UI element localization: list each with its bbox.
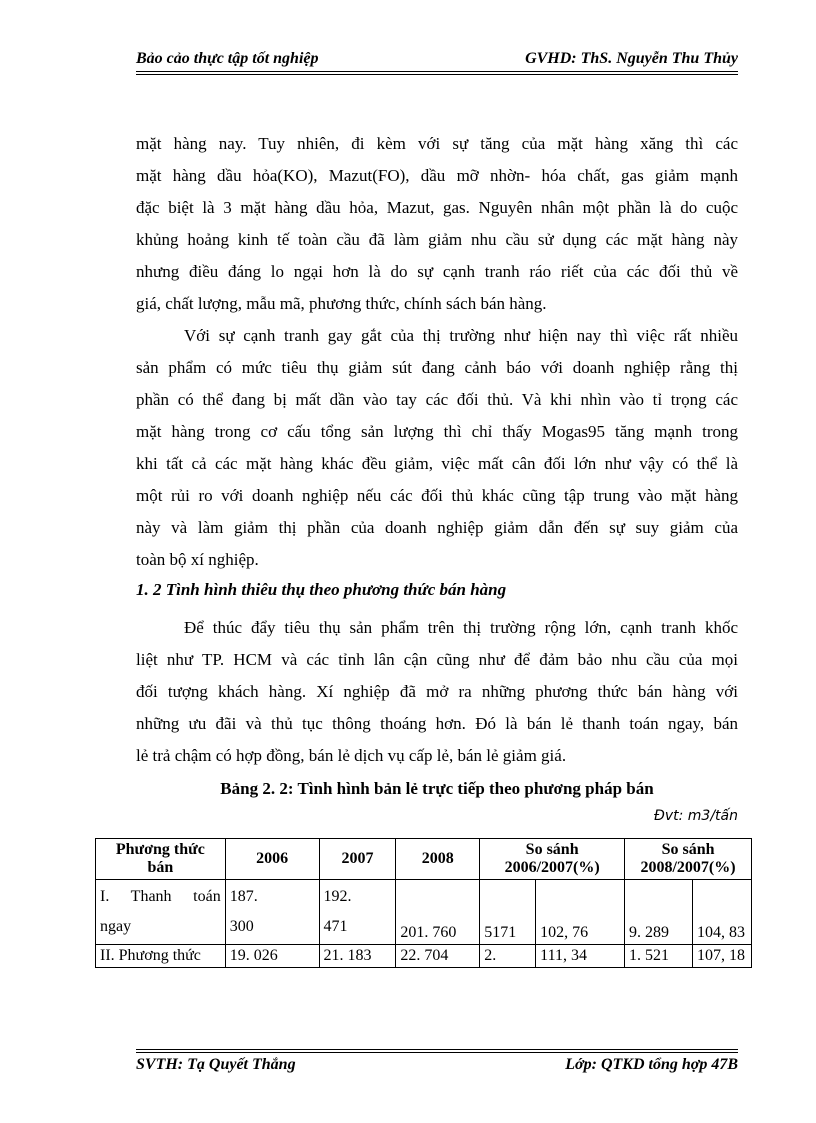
footer-rule — [136, 1052, 738, 1053]
footer-student: SVTH: Tạ Quyết Thắng — [136, 1056, 296, 1073]
text-line: mặt hàng dầu hỏa(KO), Mazut(FO), dầu mỡ nhờn- hóa chất, gas giảm mạnh — [136, 166, 738, 185]
text-line: đặc biệt là 3 mặt hàng dầu hỏa, Mazut, gas. Nguyên nhân một phần là do cuộc — [136, 198, 738, 217]
text-line: phần có thể đang bị mất dần vào tay các đối thủ. Và khi nhìn vào tỉ trọng các — [136, 390, 738, 409]
text-line: Với sự cạnh tranh gay gắt của thị trường như hiện nay thì việc rất nhiều — [184, 326, 738, 345]
cell-pct-2: 104, 83 — [692, 880, 751, 945]
header-rule-thin — [136, 74, 738, 75]
cell-2008: 22. 704 — [396, 945, 480, 968]
header-compare-2008-2007: So sánh 2008/2007(%) — [625, 839, 752, 880]
cell-diff-2: 1. 521 — [625, 945, 693, 968]
text-line: khủng hoảng kinh tế toàn cầu đã làm giảm nhu cầu sử dụng các mặt hàng này — [136, 230, 738, 249]
cell-2008: 201. 760 — [396, 880, 480, 945]
text-line: mặt hàng nay. Tuy nhiên, đi kèm với sự tăng của mặt hàng xăng thì các — [136, 134, 738, 153]
header-method: Phương thức bán — [96, 839, 226, 880]
cell-pct-2: 107, 18 — [692, 945, 751, 968]
header-2006: 2006 — [225, 839, 319, 880]
text-line: khi tất cả các mặt hàng khác đều giảm, việc mất cân đối lớn như vậy có thể là — [136, 454, 738, 473]
header-compare-2006-2007: So sánh 2006/2007(%) — [480, 839, 625, 880]
page-header — [136, 48, 738, 72]
text-line: mặt hàng trong cơ cấu tổng sản lượng thì chỉ thấy Mogas95 tăng mạnh trong — [136, 422, 738, 441]
cell-diff-2: 9. 289 — [625, 880, 693, 945]
table-row — [96, 880, 752, 945]
header-2007: 2007 — [319, 839, 396, 880]
text-line: toàn bộ xí nghiệp. — [136, 550, 259, 569]
header-2008: 2008 — [396, 839, 480, 880]
header-advisor: GVHD: ThS. Nguyễn Thu Thủy — [525, 50, 738, 67]
cell-method: I. Thanh toán ngay — [96, 880, 226, 945]
table-unit: Đvt: m3/tấn — [654, 808, 738, 824]
paragraph-3 — [136, 612, 738, 772]
cell-2007: 192. 471 — [319, 880, 396, 945]
text-line: giá, chất lượng, mẫu mã, phương thức, chính sách bán hàng. — [136, 294, 547, 313]
cell-pct-1: 102, 76 — [536, 880, 625, 945]
cell-2006: 187. 300 — [225, 880, 319, 945]
table-header-row — [96, 839, 752, 880]
text-line: đối tượng khách hàng. Xí nghiệp đã mở ra những phương thức bán hàng với — [136, 682, 738, 701]
cell-2006: 19. 026 — [225, 945, 319, 968]
table-row — [96, 945, 752, 968]
cell-method: II. Phương thức — [96, 945, 226, 968]
text-line: một rủi ro với doanh nghiệp nếu các đối thủ khác cũng tập trung vào mặt hàng — [136, 486, 738, 505]
cell-pct-1: 111, 34 — [536, 945, 625, 968]
section-heading: 1. 2 Tình hình thiêu thụ theo phương thức bán hàng — [136, 580, 507, 599]
header-report-title: Bảo cảo thực tập tốt nghiệp — [136, 50, 319, 67]
header-rule — [136, 71, 738, 72]
page-footer — [136, 1054, 738, 1078]
text-line: những ưu đãi và thủ tục thông thoáng hơn. Đó là bán lẻ thanh toán ngay, bán — [136, 714, 738, 733]
paragraph-2 — [136, 320, 738, 576]
cell-diff-1: 5171 — [480, 880, 536, 945]
sales-method-table — [95, 838, 752, 968]
text-line: liệt như TP. HCM và các tỉnh lân cận cũng như để đảm bảo nhu cầu của mọi — [136, 650, 738, 669]
text-line: này và làm giảm thị phần của doanh nghiệp giảm dẫn đến sự suy giảm của — [136, 518, 738, 537]
footer-rule-thin — [136, 1049, 738, 1050]
text-line: lẻ trả chậm có hợp đồng, bán lẻ dịch vụ cấp lẻ, bán lẻ giảm giá. — [136, 746, 567, 765]
cell-diff-1: 2. — [480, 945, 536, 968]
text-line: sản phẩm có mức tiêu thụ giảm sút đang cảnh báo với doanh nghiệp rằng thị — [136, 358, 738, 377]
cell-2007: 21. 183 — [319, 945, 396, 968]
paragraph-1 — [136, 128, 738, 320]
text-line: nhưng điều đáng lo ngại hơn là do sự cạnh tranh ráo riết của các đối thủ về — [136, 262, 738, 281]
table-caption: Bảng 2. 2: Tình hình bản lẻ trực tiếp theo phương pháp bán — [220, 779, 654, 798]
footer-class: Lớp: QTKD tổng hợp 47B — [565, 1056, 738, 1073]
text-line: Để thúc đẩy tiêu thụ sản phẩm trên thị trường rộng lớn, cạnh tranh khốc — [184, 618, 738, 637]
